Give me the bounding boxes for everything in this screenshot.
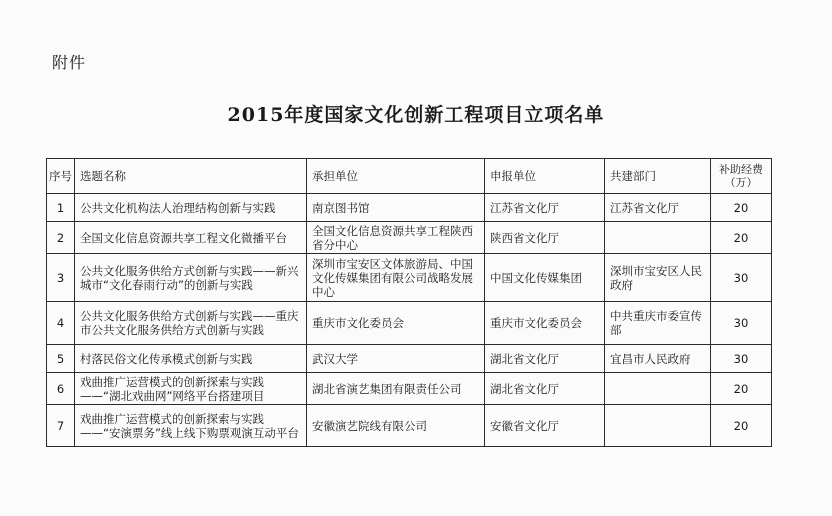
project-list-table bbox=[46, 158, 772, 447]
row-number: 3 bbox=[47, 254, 75, 302]
row-partner: 中共重庆市委宣传部 bbox=[605, 302, 711, 345]
row-partner bbox=[605, 405, 711, 447]
document-title: 2015年度国家文化创新工程项目立项名单 bbox=[227, 104, 605, 126]
row-funding: 20 bbox=[711, 373, 772, 405]
row-funding: 20 bbox=[711, 222, 772, 254]
row-partner: 宜昌市人民政府 bbox=[605, 345, 711, 373]
table-row bbox=[47, 373, 772, 405]
row-topic: 全国文化信息资源共享工程文化微播平台 bbox=[75, 222, 307, 254]
row-funding: 30 bbox=[711, 302, 772, 345]
row-applicant: 陕西省文化厅 bbox=[485, 222, 605, 254]
row-applicant: 安徽省文化厅 bbox=[485, 405, 605, 447]
row-number: 5 bbox=[47, 345, 75, 373]
header-undertaker: 承担单位 bbox=[307, 159, 485, 194]
row-number: 2 bbox=[47, 222, 75, 254]
row-undertaker: 全国文化信息资源共享工程陕西省分中心 bbox=[307, 222, 485, 254]
row-funding: 20 bbox=[711, 194, 772, 222]
row-number: 1 bbox=[47, 194, 75, 222]
header-no: 序号 bbox=[47, 159, 75, 194]
row-number: 4 bbox=[47, 302, 75, 345]
row-undertaker: 武汉大学 bbox=[307, 345, 485, 373]
table-row bbox=[47, 194, 772, 222]
table-row bbox=[47, 254, 772, 302]
row-applicant: 湖北省文化厅 bbox=[485, 345, 605, 373]
row-funding: 30 bbox=[711, 345, 772, 373]
row-undertaker: 重庆市文化委员会 bbox=[307, 302, 485, 345]
row-topic: 戏曲推广运营模式的创新探索与实践——“安演票务”线上线下购票观演互动平台 bbox=[75, 405, 307, 447]
attachment-label: 附件 bbox=[52, 53, 87, 72]
row-topic: 村落民俗文化传承模式创新与实践 bbox=[75, 345, 307, 373]
row-partner: 江苏省文化厅 bbox=[605, 194, 711, 222]
header-funding: 补助经费（万） bbox=[711, 159, 772, 194]
row-partner bbox=[605, 222, 711, 254]
row-applicant: 重庆市文化委员会 bbox=[485, 302, 605, 345]
row-applicant: 江苏省文化厅 bbox=[485, 194, 605, 222]
row-applicant: 湖北省文化厅 bbox=[485, 373, 605, 405]
row-partner bbox=[605, 373, 711, 405]
row-topic: 公共文化服务供给方式创新与实践——新兴城市“文化春雨行动”的创新与实践 bbox=[75, 254, 307, 302]
header-applicant: 申报单位 bbox=[485, 159, 605, 194]
row-funding: 30 bbox=[711, 254, 772, 302]
table-row bbox=[47, 222, 772, 254]
row-partner: 深圳市宝安区人民政府 bbox=[605, 254, 711, 302]
table-row bbox=[47, 345, 772, 373]
row-number: 7 bbox=[47, 405, 75, 447]
table-row bbox=[47, 302, 772, 345]
row-number: 6 bbox=[47, 373, 75, 405]
row-applicant: 中国文化传媒集团 bbox=[485, 254, 605, 302]
row-undertaker: 南京图书馆 bbox=[307, 194, 485, 222]
row-undertaker: 安徽演艺院线有限公司 bbox=[307, 405, 485, 447]
row-funding: 20 bbox=[711, 405, 772, 447]
header-partner: 共建部门 bbox=[605, 159, 711, 194]
row-undertaker: 深圳市宝安区文体旅游局、中国文化传媒集团有限公司战略发展中心 bbox=[307, 254, 485, 302]
row-topic: 公共文化服务供给方式创新与实践——重庆市公共文化服务供给方式创新与实践 bbox=[75, 302, 307, 345]
row-topic: 公共文化机构法人治理结构创新与实践 bbox=[75, 194, 307, 222]
table-header-row bbox=[47, 159, 772, 194]
header-topic: 选题名称 bbox=[75, 159, 307, 194]
row-undertaker: 湖北省演艺集团有限责任公司 bbox=[307, 373, 485, 405]
row-topic: 戏曲推广运营模式的创新探索与实践——“湖北戏曲网”网络平台搭建项目 bbox=[75, 373, 307, 405]
table-row bbox=[47, 405, 772, 447]
